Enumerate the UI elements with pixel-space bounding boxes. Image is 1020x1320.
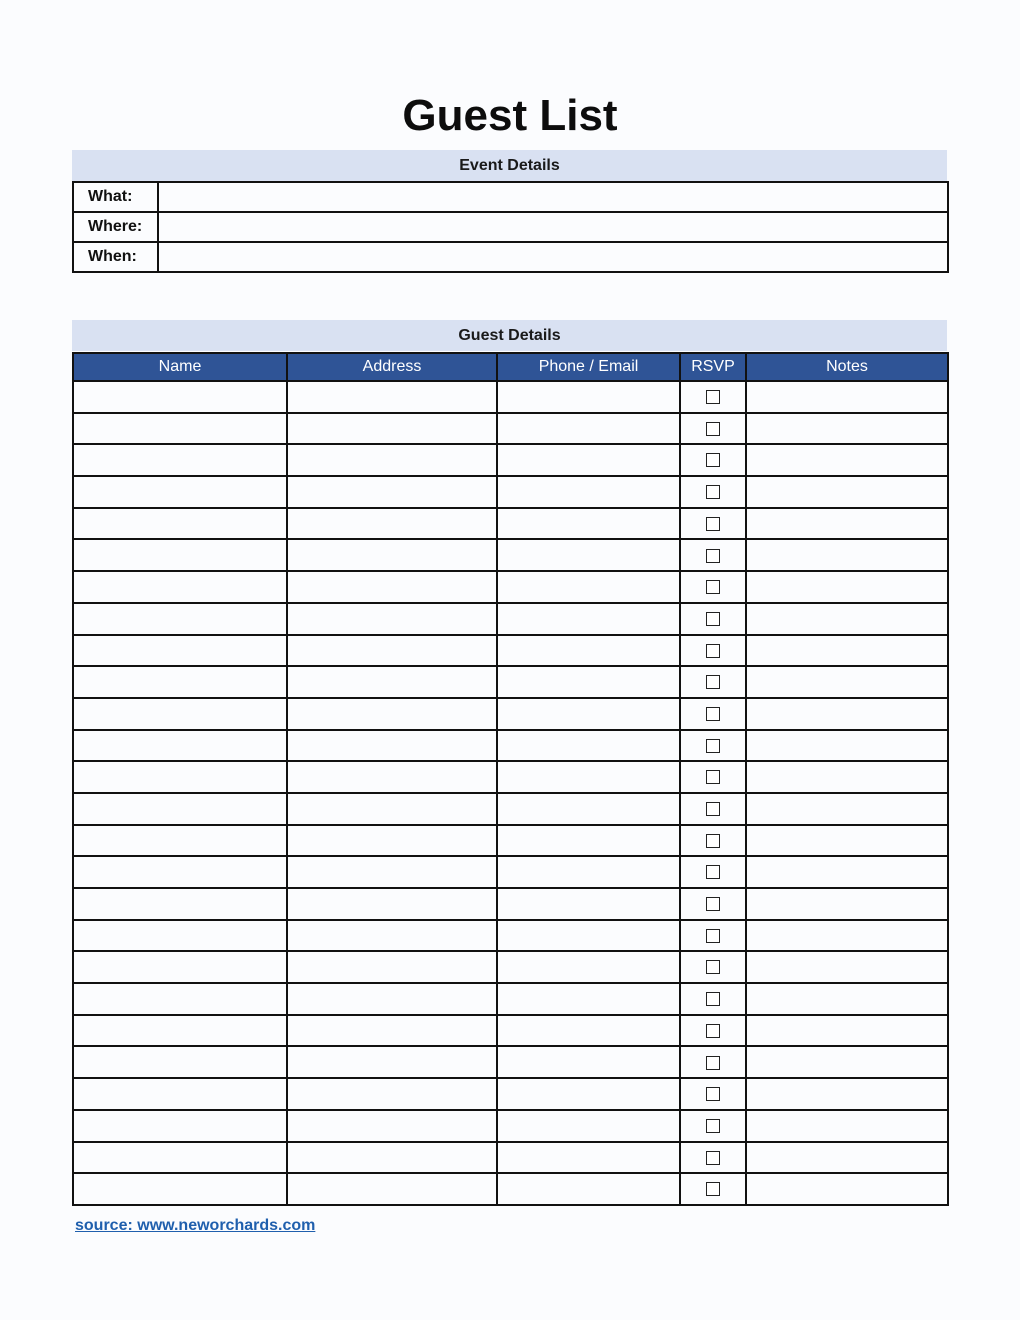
address-cell[interactable] xyxy=(287,413,497,445)
table-row xyxy=(73,920,948,952)
phone-email-cell[interactable] xyxy=(497,730,680,762)
address-cell[interactable] xyxy=(287,856,497,888)
phone-email-cell[interactable] xyxy=(497,603,680,635)
rsvp-cell xyxy=(680,761,746,793)
notes-cell[interactable] xyxy=(746,1015,948,1047)
name-cell[interactable] xyxy=(73,825,287,857)
address-cell[interactable] xyxy=(287,761,497,793)
notes-cell[interactable] xyxy=(746,381,948,413)
address-cell[interactable] xyxy=(287,730,497,762)
table-row xyxy=(73,444,948,476)
phone-email-cell[interactable] xyxy=(497,635,680,667)
table-row xyxy=(73,603,948,635)
table-row xyxy=(73,761,948,793)
notes-cell[interactable] xyxy=(746,920,948,952)
phone-email-cell[interactable] xyxy=(497,666,680,698)
rsvp-cell xyxy=(680,413,746,445)
table-row xyxy=(73,825,948,857)
table-row xyxy=(73,983,948,1015)
notes-cell[interactable] xyxy=(746,1142,948,1174)
rsvp-cell xyxy=(680,508,746,540)
notes-cell[interactable] xyxy=(746,1110,948,1142)
table-row xyxy=(73,539,948,571)
name-cell[interactable] xyxy=(73,476,287,508)
table-row xyxy=(73,856,948,888)
notes-cell[interactable] xyxy=(746,856,948,888)
page-title: Guest List xyxy=(402,91,618,140)
phone-email-cell[interactable] xyxy=(497,856,680,888)
column-header-name: Name xyxy=(73,353,287,381)
column-header-rsvp: RSVP xyxy=(680,353,746,381)
checkbox-icon[interactable] xyxy=(706,897,720,911)
rsvp-cell xyxy=(680,1015,746,1047)
checkbox-icon[interactable] xyxy=(706,485,720,499)
checkbox-icon[interactable] xyxy=(706,770,720,784)
checkbox-icon[interactable] xyxy=(706,675,720,689)
event-field-label: When: xyxy=(73,242,158,272)
checkbox-icon[interactable] xyxy=(706,929,720,943)
name-cell[interactable] xyxy=(73,603,287,635)
phone-email-cell[interactable] xyxy=(497,444,680,476)
rsvp-cell xyxy=(680,666,746,698)
table-row xyxy=(73,730,948,762)
checkbox-icon[interactable] xyxy=(706,834,720,848)
address-cell[interactable] xyxy=(287,635,497,667)
address-cell[interactable] xyxy=(287,1015,497,1047)
rsvp-cell xyxy=(680,730,746,762)
rsvp-cell xyxy=(680,381,746,413)
address-cell[interactable] xyxy=(287,476,497,508)
notes-cell[interactable] xyxy=(746,413,948,445)
rsvp-cell xyxy=(680,539,746,571)
phone-email-cell[interactable] xyxy=(497,698,680,730)
table-row xyxy=(73,666,948,698)
address-cell[interactable] xyxy=(287,666,497,698)
checkbox-icon[interactable] xyxy=(706,960,720,974)
notes-cell[interactable] xyxy=(746,698,948,730)
notes-cell[interactable] xyxy=(746,476,948,508)
address-cell[interactable] xyxy=(287,825,497,857)
name-cell[interactable] xyxy=(73,1110,287,1142)
rsvp-cell xyxy=(680,1173,746,1205)
source-link[interactable]: source: www.neworchards.com xyxy=(75,1217,316,1234)
address-cell[interactable] xyxy=(287,793,497,825)
name-cell[interactable] xyxy=(73,951,287,983)
column-header-notes: Notes xyxy=(746,353,948,381)
address-cell[interactable] xyxy=(287,444,497,476)
guest-details-heading: Guest Details xyxy=(72,320,947,351)
notes-cell[interactable] xyxy=(746,539,948,571)
event-field-label: What: xyxy=(73,182,158,212)
notes-cell[interactable] xyxy=(746,983,948,1015)
table-row xyxy=(73,1110,948,1142)
checkbox-icon[interactable] xyxy=(706,992,720,1006)
rsvp-cell xyxy=(680,635,746,667)
rsvp-cell xyxy=(680,698,746,730)
phone-email-cell[interactable] xyxy=(497,888,680,920)
table-row xyxy=(73,888,948,920)
checkbox-icon[interactable] xyxy=(706,1182,720,1196)
checkbox-icon[interactable] xyxy=(706,580,720,594)
address-cell[interactable] xyxy=(287,603,497,635)
checkbox-icon[interactable] xyxy=(706,517,720,531)
notes-cell[interactable] xyxy=(746,1046,948,1078)
notes-cell[interactable] xyxy=(746,571,948,603)
table-row xyxy=(73,1142,948,1174)
checkbox-icon[interactable] xyxy=(706,1087,720,1101)
checkbox-icon[interactable] xyxy=(706,1024,720,1038)
address-cell[interactable] xyxy=(287,698,497,730)
table-row xyxy=(73,381,948,413)
event-what-field[interactable] xyxy=(158,182,948,212)
event-details-heading: Event Details xyxy=(72,150,947,181)
notes-cell[interactable] xyxy=(746,888,948,920)
phone-email-cell[interactable] xyxy=(497,983,680,1015)
rsvp-cell xyxy=(680,1110,746,1142)
checkbox-icon[interactable] xyxy=(706,644,720,658)
phone-email-cell[interactable] xyxy=(497,508,680,540)
phone-email-cell[interactable] xyxy=(497,1173,680,1205)
address-cell[interactable] xyxy=(287,571,497,603)
table-row xyxy=(73,413,948,445)
phone-email-cell[interactable] xyxy=(497,761,680,793)
name-cell[interactable] xyxy=(73,920,287,952)
name-cell[interactable] xyxy=(73,1142,287,1174)
rsvp-cell xyxy=(680,603,746,635)
name-cell[interactable] xyxy=(73,1078,287,1110)
rsvp-cell xyxy=(680,856,746,888)
column-header-phone-email: Phone / Email xyxy=(497,353,680,381)
notes-cell[interactable] xyxy=(746,635,948,667)
rsvp-cell xyxy=(680,1142,746,1174)
table-row xyxy=(73,1015,948,1047)
name-cell[interactable] xyxy=(73,539,287,571)
phone-email-cell[interactable] xyxy=(497,381,680,413)
phone-email-cell[interactable] xyxy=(497,539,680,571)
name-cell[interactable] xyxy=(73,761,287,793)
notes-cell[interactable] xyxy=(746,666,948,698)
notes-cell[interactable] xyxy=(746,603,948,635)
address-cell[interactable] xyxy=(287,1110,497,1142)
rsvp-cell xyxy=(680,920,746,952)
name-cell[interactable] xyxy=(73,635,287,667)
checkbox-icon[interactable] xyxy=(706,1119,720,1133)
phone-email-cell[interactable] xyxy=(497,1110,680,1142)
checkbox-icon[interactable] xyxy=(706,390,720,404)
notes-cell[interactable] xyxy=(746,444,948,476)
address-cell[interactable] xyxy=(287,1142,497,1174)
table-row xyxy=(73,793,948,825)
event-row-when xyxy=(73,242,948,272)
address-cell[interactable] xyxy=(287,508,497,540)
event-details-table xyxy=(72,181,949,273)
name-cell[interactable] xyxy=(73,856,287,888)
notes-cell[interactable] xyxy=(746,825,948,857)
name-cell[interactable] xyxy=(73,413,287,445)
address-cell[interactable] xyxy=(287,1173,497,1205)
name-cell[interactable] xyxy=(73,983,287,1015)
event-row-what xyxy=(73,182,948,212)
name-cell[interactable] xyxy=(73,1015,287,1047)
name-cell[interactable] xyxy=(73,793,287,825)
phone-email-cell[interactable] xyxy=(497,1078,680,1110)
phone-email-cell[interactable] xyxy=(497,413,680,445)
checkbox-icon[interactable] xyxy=(706,865,720,879)
address-cell[interactable] xyxy=(287,983,497,1015)
column-header-address: Address xyxy=(287,353,497,381)
phone-email-cell[interactable] xyxy=(497,476,680,508)
address-cell[interactable] xyxy=(287,951,497,983)
phone-email-cell[interactable] xyxy=(497,1015,680,1047)
name-cell[interactable] xyxy=(73,698,287,730)
table-row xyxy=(73,1173,948,1205)
event-field-label: Where: xyxy=(73,212,158,242)
name-cell[interactable] xyxy=(73,508,287,540)
address-cell[interactable] xyxy=(287,1078,497,1110)
notes-cell[interactable] xyxy=(746,761,948,793)
phone-email-cell[interactable] xyxy=(497,1142,680,1174)
name-cell[interactable] xyxy=(73,444,287,476)
rsvp-cell xyxy=(680,951,746,983)
notes-cell[interactable] xyxy=(746,508,948,540)
checkbox-icon[interactable] xyxy=(706,802,720,816)
address-cell[interactable] xyxy=(287,1046,497,1078)
rsvp-cell xyxy=(680,1078,746,1110)
address-cell[interactable] xyxy=(287,888,497,920)
phone-email-cell[interactable] xyxy=(497,793,680,825)
guest-table-header xyxy=(73,353,948,381)
address-cell[interactable] xyxy=(287,539,497,571)
notes-cell[interactable] xyxy=(746,793,948,825)
name-cell[interactable] xyxy=(73,381,287,413)
checkbox-icon[interactable] xyxy=(706,707,720,721)
table-row xyxy=(73,698,948,730)
checkbox-icon[interactable] xyxy=(706,422,720,436)
rsvp-cell xyxy=(680,983,746,1015)
rsvp-cell xyxy=(680,888,746,920)
table-row xyxy=(73,951,948,983)
phone-email-cell[interactable] xyxy=(497,920,680,952)
notes-cell[interactable] xyxy=(746,730,948,762)
checkbox-icon[interactable] xyxy=(706,739,720,753)
table-row xyxy=(73,635,948,667)
phone-email-cell[interactable] xyxy=(497,951,680,983)
rsvp-cell xyxy=(680,444,746,476)
event-where-field[interactable] xyxy=(158,212,948,242)
address-cell[interactable] xyxy=(287,920,497,952)
checkbox-icon[interactable] xyxy=(706,549,720,563)
phone-email-cell[interactable] xyxy=(497,571,680,603)
table-row xyxy=(73,1078,948,1110)
notes-cell[interactable] xyxy=(746,1173,948,1205)
address-cell[interactable] xyxy=(287,381,497,413)
checkbox-icon[interactable] xyxy=(706,453,720,467)
phone-email-cell[interactable] xyxy=(497,825,680,857)
name-cell[interactable] xyxy=(73,1046,287,1078)
rsvp-cell xyxy=(680,571,746,603)
table-row xyxy=(73,476,948,508)
guest-table-body xyxy=(73,381,948,1205)
name-cell[interactable] xyxy=(73,888,287,920)
rsvp-cell xyxy=(680,1046,746,1078)
table-row xyxy=(73,508,948,540)
name-cell[interactable] xyxy=(73,730,287,762)
checkbox-icon[interactable] xyxy=(706,1151,720,1165)
table-row xyxy=(73,571,948,603)
rsvp-cell xyxy=(680,825,746,857)
name-cell[interactable] xyxy=(73,666,287,698)
rsvp-cell xyxy=(680,793,746,825)
rsvp-cell xyxy=(680,476,746,508)
event-when-field[interactable] xyxy=(158,242,948,272)
event-row-where xyxy=(73,212,948,242)
guest-details-table xyxy=(72,352,949,1206)
checkbox-icon[interactable] xyxy=(706,1056,720,1070)
notes-cell[interactable] xyxy=(746,1078,948,1110)
table-row xyxy=(73,1046,948,1078)
notes-cell[interactable] xyxy=(746,951,948,983)
name-cell[interactable] xyxy=(73,571,287,603)
checkbox-icon[interactable] xyxy=(706,612,720,626)
phone-email-cell[interactable] xyxy=(497,1046,680,1078)
name-cell[interactable] xyxy=(73,1173,287,1205)
